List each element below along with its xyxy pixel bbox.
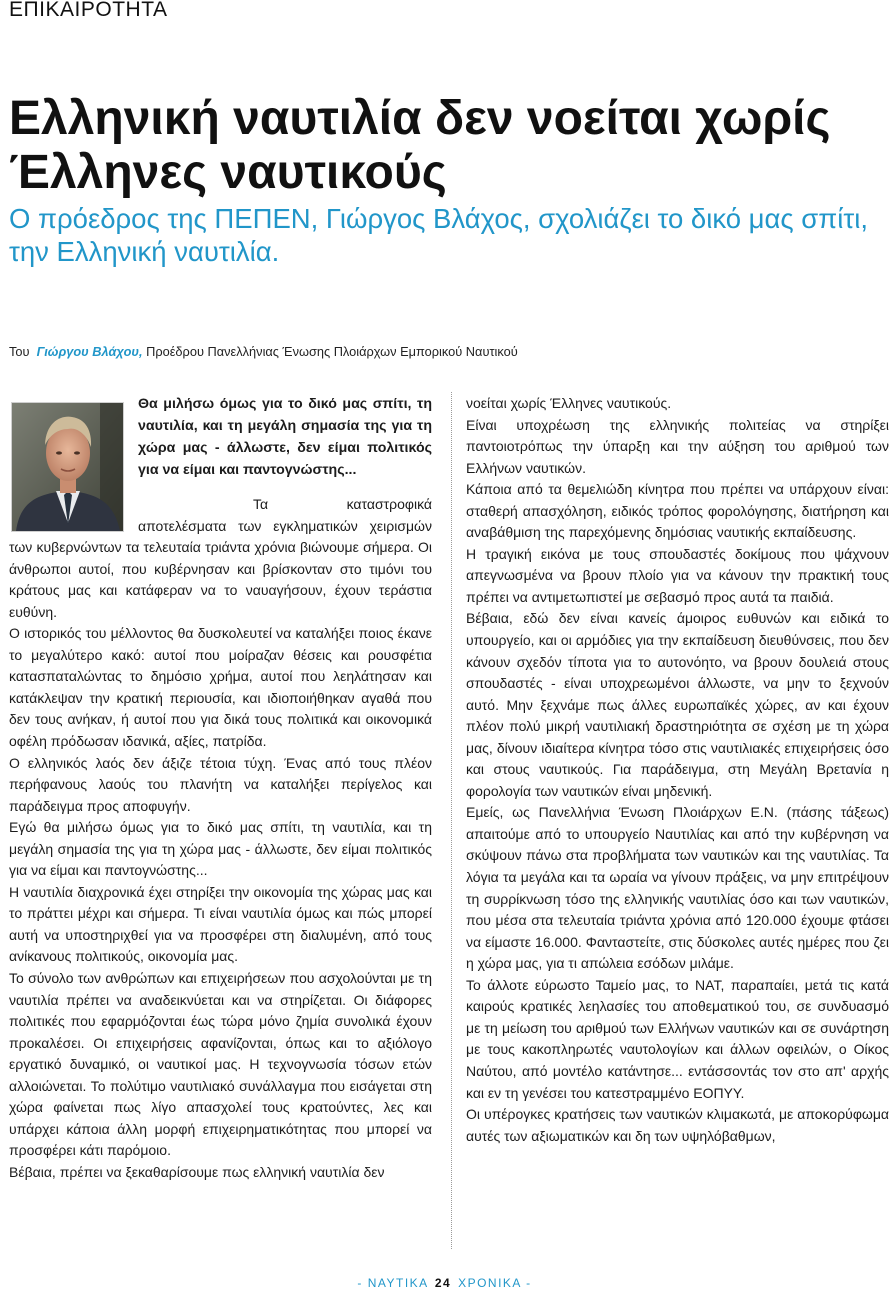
paragraph: Η τραγική εικόνα με τους σπουδαστές δοκίμους που ψάχνουν απεγνωσμένα να βρουν πλοίο για να κάνουν την πρακτική τους πρέπει να αντιμετωπιστεί με σεβασμό προς αυτά τα παιδιά. (466, 545, 889, 605)
lead-paragraph: Θα μιλήσω όμως για το δικό μας σπίτι, τη ναυτιλία, και τη μεγάλη σημασία της για τη χώρα μας - άλλωστε, δεν είμαι πολιτικός για να είμαι και παντογνώστης... (138, 396, 432, 478)
byline-prefix: Του (9, 344, 30, 359)
paragraph: νοείται χωρίς Έλληνες ναυτικούς. (466, 395, 672, 411)
right-column (466, 393, 889, 1147)
paragraph: Είναι υποχρέωση της ελληνικής πολιτείας να στηρίξει παντοιοτρόπως την ύπαρξη και την αύξηση του αριθμού των Ελλήνων ναυτικών. (466, 416, 889, 476)
paragraph: Εμείς, ως Πανελλήνια Ένωση Πλοιάρχων Ε.Ν. (πάσης τάξεως) απαιτούμε από το υπουργείο Ναυτιλίας και από την κυβέρνηση να σκύψουν πάνω στα προβλήματα των ναυτικών και της ναυτιλίας. Τα λόγια τα μεγάλα και τα ωραία να γίνουν πράξεις, να μην επιτρέψουν τη συρρίκνωση τόσο της ελληνικής ναυτιλίας όσο και των ναυτικών, που μέσα στα τελευταία τριάντα χρόνια από 120.000 έχουμε φτάσει να είμαστε 16.000. Φανταστείτε, στις δύσκολες αυτές ημέρες που ζει η χώρα μας, για τι απώλεια εσόδων μιλάμε. (466, 804, 889, 972)
column-divider (451, 392, 452, 1249)
footer-right: ΧΡΟΝΙΚΑ - (458, 1276, 532, 1290)
byline-role: Προέδρου Πανελλήνιας Ένωσης Πλοιάρχων Εμπορικού Ναυτικού (146, 344, 518, 359)
byline (9, 344, 879, 359)
paragraph: Εγώ θα μιλήσω όμως για το δικό μας σπίτι, τη ναυτιλία, και τη μεγάλη σημασία της για τη χώρα μας - άλλωστε, δεν είμαι πολιτικός για να είμαι και παντογνώστης... (9, 819, 432, 879)
paragraph: Ο ελληνικός λαός δεν άξιζε τέτοια τύχη. Ένας από τους πλέον περήφανους λαούς του πλανήτη να καταλήξει περίγελος και παράδειγμα προς αποφυγήν. (9, 754, 432, 814)
author-portrait (11, 402, 124, 532)
paragraph: Βέβαια, πρέπει να ξεκαθαρίσουμε πως ελληνική ναυτιλία δεν (9, 1163, 385, 1180)
paragraph: Κάποια από τα θεμελιώδη κίνητρα που πρέπει να υπάρχουν είναι: σταθερή απασχόληση, ειδικός τρόπος φορολόγησης, διατήρηση και αναβάθμιση της παρεχόμενης δημόσιας ναυτικής εκπαίδευσης. (466, 481, 889, 541)
paragraph: Οι υπέρογκες κρατήσεις των ναυτικών κλιμακωτά, με αποκορύφωμα αυτές των αξιωματικών και δη των υψηλόβαθμων, (466, 1106, 889, 1144)
article-subhead: Ο πρόεδρος της ΠΕΠΕΝ, Γιώργος Βλάχος, σχολιάζει το δικό μας σπίτι, την Ελληνική ναυτιλία. (9, 203, 868, 267)
section-label: ΕΠΙΚΑΙΡΟΤΗΤΑ (9, 0, 168, 21)
paragraph: Βέβαια, εδώ δεν είναι κανείς άμοιρος ευθυνών και ειδικά το υπουργείο, και οι αρμόδιες για την εκπαίδευση διευθύνσεις, που δεν κάνουν σχεδόν τίποτα για το αυτονόητο, να βρουν δουλειά στους σπουδαστές - είναι υποχρεωμένοι άλλωστε, να μην το ξεχνούν αυτό. Μην ξεχνάμε πως άλλες ευρωπαϊκές χώρες, αν και έχουν πλέον πολύ μικρή ναυτιλιακή δραστηριότητα σε σχέση με τη χώρα μας, δίνουν ιδιαίτερα κίνητρα τόσο στις ναυτιλιακές επιχειρήσεις όσο και στους ναυτικούς. Για παράδειγμα, στη Μεγάλη Βρετανία η φορολογία των ναυτικών είναι μηδενική. (466, 610, 889, 799)
paragraph: Τα καταστροφικά αποτελέσματα των εγκληματικών χειρισμών των κυβερνώντων τα τελευταία τριάντα χρόνια βιώνουμε σήμερα. Οι άνθρωποι αυτοί, που κυβέρνησαν και βρίσκονταν στο τιμόνι του κράτους μας και κατάφεραν να το ναυαγήσουν, έχουν τεράστια ευθύνη. (9, 496, 432, 620)
article-headline: Ελληνική ναυτιλία δεν νοείται χωρίς Έλληνες ναυτικούς (9, 92, 831, 199)
footer-left: - ΝΑΥΤΙΚΑ (357, 1276, 429, 1290)
left-column (9, 393, 432, 1184)
paragraph: Η ναυτιλία διαχρονικά έχει στηρίξει την οικονομία της χώρας μας και το πράττει μέχρι και σήμερα. Τι είναι ναυτιλία όμως και πώς μπορεί αυτή να υποστηριχθεί για να προσφέρει στη διαλυμένη, από τους ανίκανους πολιτικούς, οικονομία μας. (9, 883, 432, 965)
paragraph: Το άλλοτε εύρωστο Ταμείο μας, το ΝΑΤ, παραπαίει, μετά τις κατά καιρούς κρατικές λεηλασίες του αποθεματικού του, σε συνδυασμό με τη μείωση του αριθμού των Ελλήνων ναυτικών και σε συνάρτηση με τους κακοπληρωτές ναυτολογίων και άλλων οφειλών, ο Οίκος Ναύτου, από μοντέλο κατάντησε... εντάσσοντάς τον στο απ' αρχής και εν τη γενέσει του κατεστραμμένο ΕΟΠΥΥ. (466, 976, 889, 1101)
byline-author: Γιώργου Βλάχου, (36, 344, 143, 359)
page-footer (0, 1276, 889, 1290)
paragraph: Το σύνολο των ανθρώπων και επιχειρήσεων που ασχολούνται με τη ναυτιλία πρέπει να αναδεικνύεται και να στηρίζεται. Οι διάφορες πολιτικές που εφαρμόζονται έως τώρα μόνο ζημία συνολικά έχουν προκαλέσει. Οι επιχειρήσεις αφανίζονται, όπως και το αξιόλογο εργατικό δυναμικό, οι ναυτικοί μας. Η τεχνογνωσία τόσων ετών αλλοιώνεται. Το πολύτιμο ναυτιλιακό συνάλλαγμα που εισάγεται στη χώρα φαίνεται πως λίγο απασχολεί τους κρατούντες, λες και υπάρχει κάποια άλλη μορφή επιχειρηματικότητας που μπορεί να προσφέρει κάτι παρόμοιο. (9, 970, 432, 1159)
page-number: 24 (434, 1276, 452, 1290)
paragraph: Ο ιστορικός του μέλλοντος θα δυσκολευτεί να καταλήξει ποιος έκανε το μεγαλύτερο κακό: αυτοί που μοίραζαν θέσεις και ρουσφέτια κατασπαταλώντας το δημόσιο χρήμα, αυτοί που λεηλάτησαν και κατάκλεψαν την κρατική περιουσία, και ιδιοποιήθηκαν αγαθά που δεν τους ανήκαν, ή αυτοί που για δικά τους πολιτικά και οικονομικά οφέλη πρόδωσαν ιδανικά, αξίες, πατρίδα. (9, 625, 432, 750)
